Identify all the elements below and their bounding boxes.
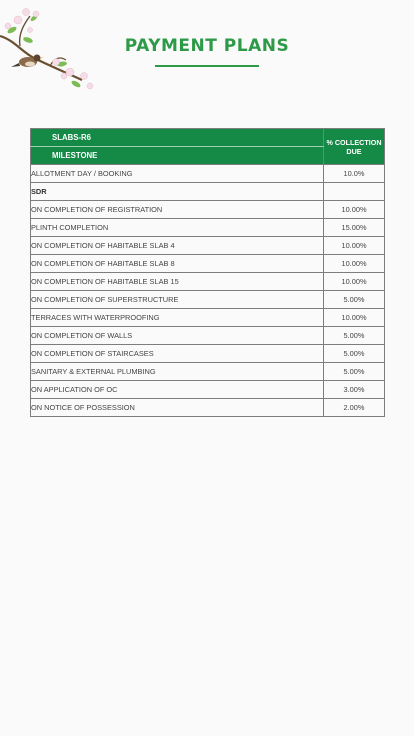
percent-cell: 10.00% (324, 255, 385, 273)
milestone-cell: ON COMPLETION OF HABITABLE SLAB 15 (31, 273, 324, 291)
table-header-row (31, 129, 385, 147)
milestone-cell: ON COMPLETION OF STAIRCASES (31, 345, 324, 363)
milestone-cell: SANITARY & EXTERNAL PLUMBING (31, 363, 324, 381)
title-underline (155, 65, 259, 67)
table-row (31, 237, 385, 255)
table-row (31, 381, 385, 399)
table-row (31, 165, 385, 183)
percent-cell: 5.00% (324, 291, 385, 309)
table-row (31, 273, 385, 291)
percent-cell: 5.00% (324, 363, 385, 381)
milestone-cell: PLINTH COMPLETION (31, 219, 324, 237)
table-row (31, 255, 385, 273)
percent-cell: 10.00% (324, 273, 385, 291)
milestone-cell: ON COMPLETION OF REGISTRATION (31, 201, 324, 219)
page-title: PAYMENT PLANS (124, 36, 290, 56)
table-row (31, 399, 385, 417)
percent-cell: 10.00% (324, 237, 385, 255)
milestone-cell: ON COMPLETION OF WALLS (31, 327, 324, 345)
percent-cell: 5.00% (324, 345, 385, 363)
table-row (31, 183, 385, 201)
milestone-cell: SDR (31, 183, 324, 201)
milestone-cell: ON COMPLETION OF HABITABLE SLAB 4 (31, 237, 324, 255)
percent-cell: 10.0% (324, 165, 385, 183)
percent-cell: 2.00% (324, 399, 385, 417)
milestone-cell: ON NOTICE OF POSSESSION (31, 399, 324, 417)
table-row (31, 345, 385, 363)
milestone-cell: ALLOTMENT DAY / BOOKING (31, 165, 324, 183)
table-row (31, 363, 385, 381)
milestone-cell: ON COMPLETION OF HABITABLE SLAB 8 (31, 255, 324, 273)
percent-cell (324, 183, 385, 201)
milestone-cell: ON COMPLETION OF SUPERSTRUCTURE (31, 291, 324, 309)
project-name: SLABS-R6 (31, 129, 324, 147)
table-row (31, 219, 385, 237)
table-row (31, 201, 385, 219)
milestone-cell: TERRACES WITH WATERPROOFING (31, 309, 324, 327)
percent-cell: 3.00% (324, 381, 385, 399)
milestone-column-header: MILESTONE (31, 147, 324, 165)
percent-cell: 10.00% (324, 309, 385, 327)
percent-column-header: % COLLECTION DUE (324, 129, 385, 165)
percent-cell: 5.00% (324, 327, 385, 345)
milestone-cell: ON APPLICATION OF OC (31, 381, 324, 399)
table-row (31, 309, 385, 327)
table-row (31, 291, 385, 309)
table-row (31, 327, 385, 345)
percent-cell: 10.00% (324, 201, 385, 219)
percent-cell: 15.00% (324, 219, 385, 237)
payment-plan-table (30, 128, 385, 417)
